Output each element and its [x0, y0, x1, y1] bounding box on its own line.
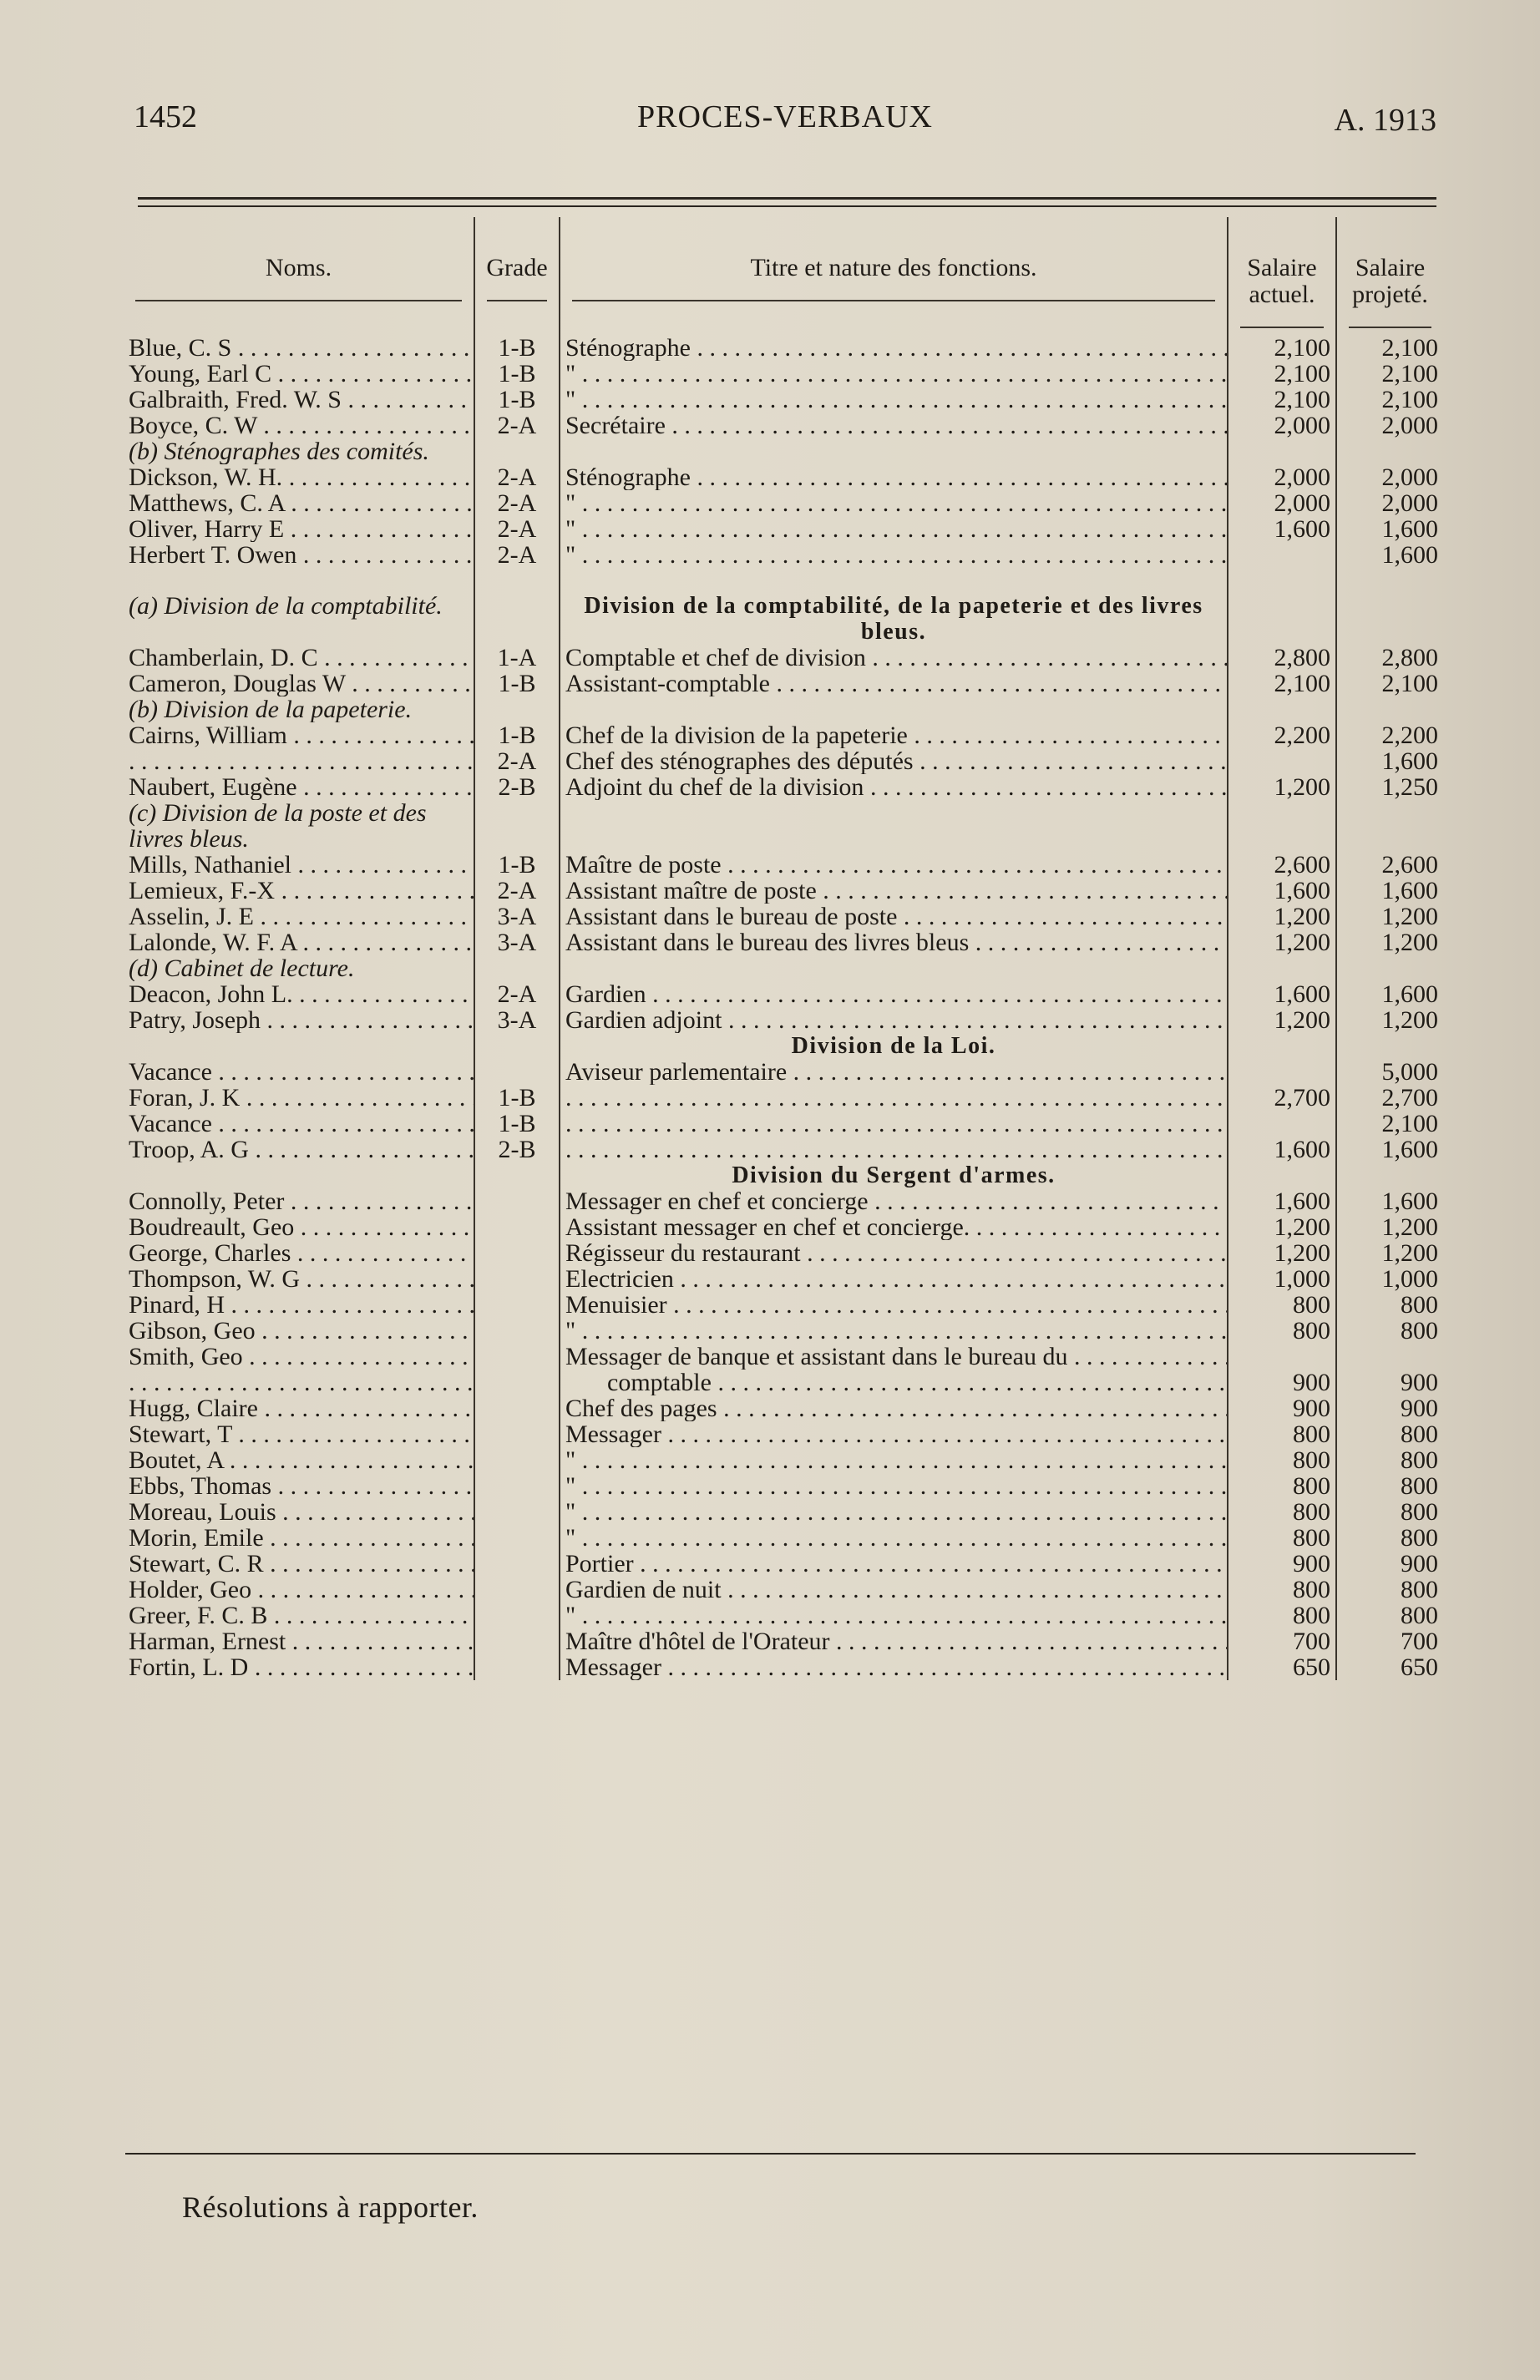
employee-name: Troop, A. G . . .: [124, 1137, 474, 1162]
function-title: Messager . . .: [560, 1654, 1228, 1680]
grade: 2-A: [474, 516, 560, 542]
salary-projected: 650: [1401, 1654, 1438, 1680]
page-title: PROCES-VERBAUX: [637, 99, 933, 134]
salary-projected: 1,600: [1381, 1137, 1438, 1162]
col-header-grade: Grade: [474, 217, 560, 335]
salary-current: [1228, 1059, 1336, 1085]
salary-current: [1228, 748, 1336, 774]
grade: 2-A: [474, 748, 560, 774]
grade: [474, 1292, 560, 1318]
function-title: Gardien adjoint . . .: [560, 1007, 1228, 1033]
salary-current: 1,600: [1228, 1188, 1336, 1214]
salary-projected: 2,000: [1381, 413, 1438, 438]
grade: 1-A: [474, 645, 560, 671]
salary-current: 1,200: [1228, 774, 1336, 800]
grade: [474, 1188, 560, 1214]
salary-projected: 1,600: [1381, 748, 1438, 774]
salary-current: 900: [1228, 1395, 1336, 1421]
salary-projected: 2,200: [1381, 722, 1438, 748]
table-header: [124, 217, 1443, 335]
salary-current: 900: [1228, 1551, 1336, 1577]
employee-name: Moreau, Louis . . .: [124, 1499, 474, 1525]
function-title: Chef des sténographes des députés . . .: [560, 748, 1228, 774]
grade: [474, 1059, 560, 1085]
function-title: " . . .: [560, 542, 1228, 568]
col-header-functions: Titre et nature des fonctions.: [560, 217, 1228, 335]
table-row: [124, 929, 1443, 955]
table-row: [124, 1473, 1443, 1499]
function-title: Régisseur du restaurant . . .: [560, 1240, 1228, 1266]
table-row: [124, 516, 1443, 542]
salary-projected: 1,200: [1381, 1214, 1438, 1240]
employee-name: Connolly, Peter . . .: [124, 1188, 474, 1214]
footer-text: Résolutions à rapporter.: [182, 2190, 479, 2224]
subsection-row: [124, 438, 1443, 464]
subsection-label: (b) Sténographes des comités.: [124, 438, 474, 464]
table-row: [124, 1137, 1443, 1162]
function-title: Maître de poste . . .: [560, 852, 1228, 878]
function-title: Assistant dans le bureau des livres bleus . . .: [560, 929, 1228, 955]
salary-projected: 800: [1401, 1603, 1438, 1628]
function-title: Adjoint du chef de la division . . .: [560, 774, 1228, 800]
grade: 3-A: [474, 929, 560, 955]
salary-current: 800: [1228, 1318, 1336, 1344]
grade: 1-B: [474, 671, 560, 696]
subsection-label: (b) Division de la papeterie.: [124, 696, 474, 722]
table-row: [124, 1059, 1443, 1085]
function-title: Assistant-comptable . . .: [560, 671, 1228, 696]
grade: [474, 1628, 560, 1654]
employee-name: Holder, Geo . . .: [124, 1577, 474, 1603]
employee-name: Galbraith, Fred. W. S . . .: [124, 387, 474, 413]
salary-current: 800: [1228, 1447, 1336, 1473]
salary-projected: 1,200: [1381, 904, 1438, 929]
grade: [474, 1421, 560, 1447]
table-row: [124, 1447, 1443, 1473]
table-row: [124, 335, 1443, 361]
table-row: [124, 1499, 1443, 1525]
employee-name: Chamberlain, D. C . . .: [124, 645, 474, 671]
function-title: Portier . . .: [560, 1551, 1228, 1577]
subsection-label: [124, 1162, 474, 1188]
salary-projected: 1,600: [1381, 542, 1438, 568]
function-title: " . . .: [560, 361, 1228, 387]
employee-name: Stewart, C. R . . .: [124, 1551, 474, 1577]
salary-current: 800: [1228, 1421, 1336, 1447]
employee-name: [124, 1370, 474, 1395]
function-title: Chef des pages . . .: [560, 1395, 1228, 1421]
grade: 1-B: [474, 387, 560, 413]
employee-name: Lalonde, W. F. A . . .: [124, 929, 474, 955]
function-title: " . . .: [560, 1525, 1228, 1551]
salary-projected: 1,600: [1381, 981, 1438, 1007]
table-body: [124, 335, 1443, 1680]
table-row: [124, 1292, 1443, 1318]
table-row: [124, 748, 1443, 774]
subsection-label: (c) Division de la poste et des livres bleus.: [124, 800, 474, 852]
grade: 1-B: [474, 1085, 560, 1111]
table-row: [124, 852, 1443, 878]
salary-projected: 1,250: [1381, 774, 1438, 800]
salary-projected: 5,000: [1381, 1059, 1438, 1085]
salary-projected: 800: [1401, 1473, 1438, 1499]
salary-current: 1,200: [1228, 1214, 1336, 1240]
function-title: " . . .: [560, 516, 1228, 542]
function-title: Gardien de nuit . . .: [560, 1577, 1228, 1603]
salary-current: 800: [1228, 1525, 1336, 1551]
division-heading-row: [124, 1033, 1443, 1059]
grade: [474, 1525, 560, 1551]
function-title: Chef de la division de la papeterie . . .: [560, 722, 1228, 748]
salary-current: 1,200: [1228, 1240, 1336, 1266]
employee-name: Cameron, Douglas W . . .: [124, 671, 474, 696]
employee-name: [124, 748, 474, 774]
salary-current: 800: [1228, 1577, 1336, 1603]
grade: [474, 1318, 560, 1344]
function-title: Comptable et chef de division . . .: [560, 645, 1228, 671]
function-title: Electricien . . .: [560, 1266, 1228, 1292]
col-header-projected-salary: Salaire projeté.: [1336, 217, 1443, 335]
table-row: [124, 1525, 1443, 1551]
function-title: Messager . . .: [560, 1421, 1228, 1447]
function-title: [560, 1085, 1228, 1111]
table-row: [124, 1628, 1443, 1654]
salary-current: 800: [1228, 1603, 1336, 1628]
table-row: [124, 1240, 1443, 1266]
salary-projected: 800: [1401, 1421, 1438, 1447]
salary-projected: 1,200: [1381, 1240, 1438, 1266]
table-row: [124, 464, 1443, 490]
salary-projected: 800: [1401, 1525, 1438, 1551]
employee-name: Pinard, H . . .: [124, 1292, 474, 1318]
table-row: [124, 387, 1443, 413]
salary-current: 1,600: [1228, 516, 1336, 542]
table-row: [124, 361, 1443, 387]
function-title: Assistant dans le bureau de poste . . .: [560, 904, 1228, 929]
table-row: [124, 1111, 1443, 1137]
salary-projected: 1,600: [1381, 1188, 1438, 1214]
employee-name: Stewart, T . . .: [124, 1421, 474, 1447]
table-row: [124, 1007, 1443, 1033]
salary-current: 700: [1228, 1628, 1336, 1654]
salary-current: 1,200: [1228, 929, 1336, 955]
salary-current: 1,000: [1228, 1266, 1336, 1292]
grade: 2-A: [474, 878, 560, 904]
employee-name: Young, Earl C . . .: [124, 361, 474, 387]
salary-current: 2,000: [1228, 490, 1336, 516]
grade: 2-A: [474, 490, 560, 516]
function-title: Maître d'hôtel de l'Orateur . . .: [560, 1628, 1228, 1654]
salary-projected: 1,000: [1381, 1266, 1438, 1292]
grade: 2-A: [474, 413, 560, 438]
grade: 1-B: [474, 722, 560, 748]
year-label: A. 1913: [1334, 103, 1436, 138]
function-title: Messager de banque et assistant dans le bureau du . . .: [560, 1344, 1228, 1370]
salary-projected: 2,800: [1381, 645, 1438, 671]
grade: 2-A: [474, 542, 560, 568]
grade: 1-B: [474, 361, 560, 387]
table-row: [124, 1188, 1443, 1214]
salary-current: 800: [1228, 1292, 1336, 1318]
salary-projected: 700: [1401, 1628, 1438, 1654]
subsection-label: (d) Cabinet de lecture.: [124, 955, 474, 981]
table-row: [124, 1318, 1443, 1344]
employee-name: Fortin, L. D . . .: [124, 1654, 474, 1680]
grade: 2-B: [474, 774, 560, 800]
table-row: [124, 1370, 1443, 1395]
salary-current: 900: [1228, 1370, 1336, 1395]
salary-current: 1,600: [1228, 981, 1336, 1007]
table-row: [124, 1577, 1443, 1603]
salary-current: [1228, 542, 1336, 568]
employee-name: Boyce, C. W . . .: [124, 413, 474, 438]
salary-projected: 1,200: [1381, 1007, 1438, 1033]
salary-current: 2,100: [1228, 335, 1336, 361]
grade: 1-B: [474, 852, 560, 878]
function-title: Sténographe . . .: [560, 464, 1228, 490]
employee-name: Lemieux, F.-X . . .: [124, 878, 474, 904]
employee-name: Smith, Geo . . .: [124, 1344, 474, 1370]
table-row: [124, 413, 1443, 438]
salary-projected: 1,600: [1381, 516, 1438, 542]
function-title: comptable . . .: [560, 1370, 1228, 1395]
subsection-row: [124, 696, 1443, 722]
employee-name: Matthews, C. A . . .: [124, 490, 474, 516]
employee-name: Asselin, J. E . . .: [124, 904, 474, 929]
employee-name: Vacance . . .: [124, 1111, 474, 1137]
grade: [474, 1654, 560, 1680]
grade: 2-A: [474, 981, 560, 1007]
grade: [474, 1499, 560, 1525]
employee-name: Oliver, Harry E . . .: [124, 516, 474, 542]
function-title: " . . .: [560, 1473, 1228, 1499]
function-title: [560, 1137, 1228, 1162]
employee-name: Naubert, Eugène . . .: [124, 774, 474, 800]
salary-projected: 2,100: [1381, 671, 1438, 696]
employee-name: Cairns, William . . .: [124, 722, 474, 748]
page-header: [134, 99, 1436, 149]
grade: [474, 1577, 560, 1603]
salary-current: 800: [1228, 1499, 1336, 1525]
table-row: [124, 774, 1443, 800]
employee-name: Greer, F. C. B . . .: [124, 1603, 474, 1628]
grade: [474, 1266, 560, 1292]
table-row: [124, 1266, 1443, 1292]
spacer-row: [124, 568, 1443, 593]
salary-projected: 800: [1401, 1292, 1438, 1318]
table-row: [124, 1395, 1443, 1421]
function-title: " . . .: [560, 387, 1228, 413]
salary-projected: 900: [1401, 1370, 1438, 1395]
salary-current: 2,100: [1228, 361, 1336, 387]
salary-current: 650: [1228, 1654, 1336, 1680]
function-title: Sténographe . . .: [560, 335, 1228, 361]
salary-projected: 2,100: [1381, 1111, 1438, 1137]
function-title: Aviseur parlementaire . . .: [560, 1059, 1228, 1085]
employee-name: Boudreault, Geo . . .: [124, 1214, 474, 1240]
salary-current: 1,600: [1228, 878, 1336, 904]
division-heading: Division de la Loi.: [560, 1033, 1228, 1059]
function-title: " . . .: [560, 1603, 1228, 1628]
grade: [474, 1447, 560, 1473]
employee-name: Thompson, W. G . . .: [124, 1266, 474, 1292]
salary-projected: 2,000: [1381, 490, 1438, 516]
salary-current: 2,100: [1228, 671, 1336, 696]
salary-current: 1,600: [1228, 1137, 1336, 1162]
salary-current: 2,600: [1228, 852, 1336, 878]
table-row: [124, 1654, 1443, 1680]
table-bottom-rule: [125, 2153, 1416, 2155]
function-title: Assistant messager en chef et concierge. . . .: [560, 1214, 1228, 1240]
table-row: [124, 1421, 1443, 1447]
function-title: " . . .: [560, 1499, 1228, 1525]
grade: [474, 1344, 560, 1370]
function-title: Messager en chef et concierge . . .: [560, 1188, 1228, 1214]
employee-name: Gibson, Geo . . .: [124, 1318, 474, 1344]
grade: [474, 1473, 560, 1499]
table-row: [124, 671, 1443, 696]
salary-projected: 800: [1401, 1577, 1438, 1603]
staff-salary-table: [124, 217, 1443, 1680]
salary-current: 2,000: [1228, 464, 1336, 490]
salary-current: 800: [1228, 1473, 1336, 1499]
salary-current: 2,100: [1228, 387, 1336, 413]
table-row: [124, 878, 1443, 904]
grade: [474, 1603, 560, 1628]
grade: [474, 1214, 560, 1240]
salary-projected: 2,100: [1381, 387, 1438, 413]
function-title: Gardien . . .: [560, 981, 1228, 1007]
subsection-row: [124, 800, 1443, 852]
grade: [474, 1370, 560, 1395]
salary-projected: 2,000: [1381, 464, 1438, 490]
employee-name: Hugg, Claire . . .: [124, 1395, 474, 1421]
function-title: " . . .: [560, 1318, 1228, 1344]
division-heading: Division de la comptabilité, de la papeterie et des livres bleus.: [560, 593, 1228, 645]
col-header-names: Noms.: [124, 217, 474, 335]
grade: 2-B: [474, 1137, 560, 1162]
function-title: " . . .: [560, 490, 1228, 516]
function-title: Menuisier . . .: [560, 1292, 1228, 1318]
salary-current: [1228, 1111, 1336, 1137]
table-row: [124, 981, 1443, 1007]
salary-projected: 2,600: [1381, 852, 1438, 878]
subsection-label: [124, 1033, 474, 1059]
table-row: [124, 645, 1443, 671]
page-number: 1452: [134, 99, 197, 134]
salary-current: 2,000: [1228, 413, 1336, 438]
subsection-row: [124, 955, 1443, 981]
function-title: Secrétaire . . .: [560, 413, 1228, 438]
salary-projected: [1336, 1344, 1443, 1370]
grade: 1-B: [474, 335, 560, 361]
grade: 2-A: [474, 464, 560, 490]
subsection-label: (a) Division de la comptabilité.: [124, 593, 474, 645]
salary-current: 2,700: [1228, 1085, 1336, 1111]
table-row: [124, 1551, 1443, 1577]
employee-name: Harman, Ernest . . .: [124, 1628, 474, 1654]
salary-projected: 1,200: [1381, 929, 1438, 955]
salary-current: 2,800: [1228, 645, 1336, 671]
grade: [474, 1551, 560, 1577]
division-heading-row: [124, 593, 1443, 645]
table-row: [124, 1085, 1443, 1111]
salary-projected: 900: [1401, 1395, 1438, 1421]
salary-projected: 800: [1401, 1499, 1438, 1525]
salary-projected: 2,100: [1381, 335, 1438, 361]
division-heading-row: [124, 1162, 1443, 1188]
salary-current: [1228, 1344, 1336, 1370]
function-title: Assistant maître de poste . . .: [560, 878, 1228, 904]
salary-current: 2,200: [1228, 722, 1336, 748]
col-header-current-salary: Salaire actuel.: [1228, 217, 1336, 335]
employee-name: Vacance . . .: [124, 1059, 474, 1085]
table-row: [124, 1344, 1443, 1370]
salary-current: 1,200: [1228, 904, 1336, 929]
salary-projected: 2,700: [1381, 1085, 1438, 1111]
grade: 1-B: [474, 1111, 560, 1137]
salary-projected: 800: [1401, 1447, 1438, 1473]
grade: [474, 1395, 560, 1421]
grade: [474, 1240, 560, 1266]
table-row: [124, 904, 1443, 929]
function-title: " . . .: [560, 1447, 1228, 1473]
salary-projected: 900: [1401, 1551, 1438, 1577]
salary-projected: 1,600: [1381, 878, 1438, 904]
employee-name: Herbert T. Owen . . .: [124, 542, 474, 568]
employee-name: Mills, Nathaniel . . .: [124, 852, 474, 878]
table-row: [124, 722, 1443, 748]
header-rule-bottom: [138, 205, 1436, 207]
table-row: [124, 542, 1443, 568]
employee-name: Morin, Emile . . .: [124, 1525, 474, 1551]
function-title: [560, 1111, 1228, 1137]
employee-name: Patry, Joseph . . .: [124, 1007, 474, 1033]
employee-name: Deacon, John L. . . .: [124, 981, 474, 1007]
grade: 3-A: [474, 904, 560, 929]
grade: 3-A: [474, 1007, 560, 1033]
salary-projected: 2,100: [1381, 361, 1438, 387]
table-row: [124, 1214, 1443, 1240]
table-row: [124, 1603, 1443, 1628]
employee-name: Boutet, A . . .: [124, 1447, 474, 1473]
header-rule-top: [138, 197, 1436, 200]
employee-name: Blue, C. S . . .: [124, 335, 474, 361]
salary-projected: 800: [1401, 1318, 1438, 1344]
employee-name: George, Charles . . .: [124, 1240, 474, 1266]
table-row: [124, 490, 1443, 516]
employee-name: Dickson, W. H. . . .: [124, 464, 474, 490]
salary-current: 1,200: [1228, 1007, 1336, 1033]
employee-name: Ebbs, Thomas . . .: [124, 1473, 474, 1499]
division-heading: Division du Sergent d'armes.: [560, 1162, 1228, 1188]
employee-name: Foran, J. K . . .: [124, 1085, 474, 1111]
